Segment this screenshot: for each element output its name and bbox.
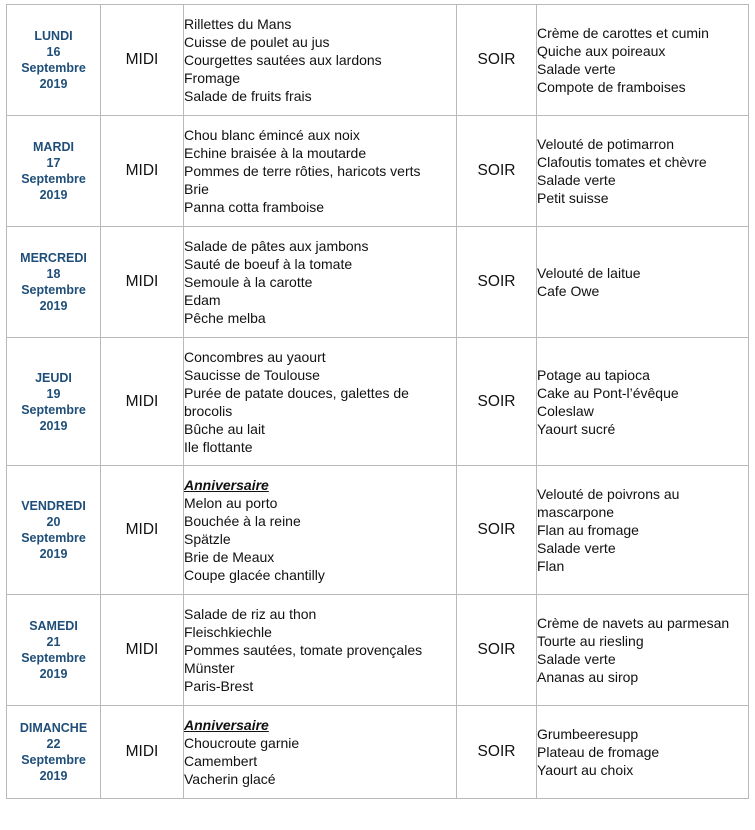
- lunch-label: MIDI: [101, 706, 184, 799]
- dish-item: Yaourt au choix: [537, 762, 634, 778]
- day-cell: [7, 595, 101, 706]
- day-number: 16: [46, 45, 61, 59]
- dish-item: Salade de pâtes aux jambons: [184, 238, 369, 254]
- dinner-dishes: [537, 116, 749, 227]
- day-month: Septembre: [21, 651, 86, 665]
- day-row: [7, 116, 749, 227]
- dish-item: Fromage: [184, 70, 241, 86]
- day-name: VENDREDI: [21, 499, 86, 513]
- lunch-dishes: [184, 338, 457, 466]
- dish-item: Courgettes sautées aux lardons: [184, 52, 382, 68]
- day-row: [7, 706, 749, 799]
- dish-item: Quiche aux poireaux: [537, 43, 666, 59]
- dish-item: Paris-Brest: [184, 678, 254, 694]
- day-number: 20: [46, 515, 61, 529]
- lunch-label: MIDI: [101, 338, 184, 466]
- dish-item: Plateau de fromage: [537, 744, 660, 760]
- day-month: Septembre: [21, 531, 86, 545]
- lunch-label: MIDI: [101, 116, 184, 227]
- dinner-dishes: [537, 595, 749, 706]
- dinner-dishes: [537, 5, 749, 116]
- day-cell: [7, 466, 101, 595]
- dish-item: Flan au fromage: [537, 522, 639, 538]
- dish-item: Cuisse de poulet au jus: [184, 34, 330, 50]
- dish-item: Saucisse de Toulouse: [184, 366, 320, 383]
- dish-item: Velouté de potimarron: [537, 136, 674, 152]
- dish-item: Salade verte: [537, 651, 616, 667]
- day-name: SAMEDI: [29, 619, 78, 633]
- dish-item: Camembert: [184, 753, 258, 769]
- dinner-label: SOIR: [457, 5, 537, 116]
- lunch-dishes: [184, 5, 457, 116]
- dish-item: Salade verte: [537, 61, 616, 77]
- dish-item: Clafoutis tomates et chèvre: [537, 154, 707, 170]
- day-year: 2019: [39, 769, 68, 783]
- dinner-label: SOIR: [457, 227, 537, 338]
- dinner-dishes: [537, 338, 749, 466]
- dish-item: Cafe Owe: [537, 283, 600, 299]
- anniversary-label: Anniversaire: [184, 477, 269, 493]
- day-number: 22: [46, 737, 61, 751]
- dish-item: Salade verte: [537, 172, 616, 188]
- weekly-menu-table: [6, 4, 749, 799]
- day-row: [7, 466, 749, 595]
- dinner-label: SOIR: [457, 466, 537, 595]
- dish-item: Concombres au yaourt: [184, 348, 326, 365]
- dish-item: Coupe glacée chantilly: [184, 567, 325, 583]
- dish-item: Sauté de boeuf à la tomate: [184, 256, 353, 272]
- day-month: Septembre: [21, 61, 86, 75]
- day-month: Septembre: [21, 753, 86, 767]
- dish-item: Bouchée à la reine: [184, 513, 301, 529]
- dish-item: Semoule à la carotte: [184, 274, 313, 290]
- dish-item: Salade de fruits frais: [184, 88, 312, 104]
- day-name: MARDI: [33, 140, 74, 154]
- day-row: [7, 227, 749, 338]
- dish-item: Cake au Pont-l’évêque: [537, 384, 679, 401]
- dish-item: Tourte au riesling: [537, 633, 644, 649]
- lunch-dishes: [184, 595, 457, 706]
- dish-item: Fleischkiechle: [184, 624, 272, 640]
- dish-item: Chou blanc émincé aux noix: [184, 127, 360, 143]
- day-cell: [7, 227, 101, 338]
- dinner-label: SOIR: [457, 338, 537, 466]
- anniversary-label: Anniversaire: [184, 717, 269, 733]
- day-name: LUNDI: [34, 29, 73, 43]
- dinner-label: SOIR: [457, 595, 537, 706]
- dish-item: Yaourt sucré: [537, 420, 616, 437]
- dish-item: Brie: [184, 181, 209, 197]
- dish-item: Panna cotta framboise: [184, 199, 325, 215]
- dish-item: Ile flottante: [184, 438, 253, 455]
- dish-item: Compote de framboises: [537, 79, 686, 95]
- dish-item: Velouté de laitue: [537, 265, 641, 281]
- lunch-label: MIDI: [101, 466, 184, 595]
- day-year: 2019: [39, 418, 68, 433]
- dinner-label: SOIR: [457, 116, 537, 227]
- day-year: 2019: [39, 188, 68, 202]
- dish-item: Salade verte: [537, 540, 616, 556]
- dish-item: Salade de riz au thon: [184, 606, 317, 622]
- dinner-dishes: [537, 466, 749, 595]
- day-name: JEUDI: [35, 370, 72, 385]
- day-year: 2019: [39, 547, 68, 561]
- lunch-label: MIDI: [101, 595, 184, 706]
- day-cell: [7, 706, 101, 799]
- dish-item: Rillettes du Mans: [184, 16, 292, 32]
- day-month: Septembre: [21, 283, 86, 297]
- dish-item: Pommes sautées, tomate provençales: [184, 642, 423, 658]
- dish-item: Petit suisse: [537, 190, 609, 206]
- dish-item: Melon au porto: [184, 495, 278, 511]
- dish-item: Spätzle: [184, 531, 231, 547]
- dinner-dishes: [537, 227, 749, 338]
- day-name: DIMANCHE: [19, 721, 88, 735]
- dish-item: Münster: [184, 660, 235, 676]
- day-cell: [7, 5, 101, 116]
- dinner-label: SOIR: [457, 706, 537, 799]
- lunch-dishes: [184, 706, 457, 799]
- day-year: 2019: [39, 667, 68, 681]
- day-cell: [7, 116, 101, 227]
- dish-item: Edam: [184, 292, 221, 308]
- dish-item: Choucroute garnie: [184, 735, 300, 751]
- day-month: Septembre: [21, 172, 86, 186]
- menu-body: [7, 5, 749, 799]
- day-month: Septembre: [21, 402, 86, 417]
- day-row: [7, 595, 749, 706]
- dish-item: Purée de patate douces, galettes de brocolis: [184, 384, 409, 419]
- dish-item: Crème de carottes et cumin: [537, 25, 709, 41]
- dish-item: Pêche melba: [184, 310, 266, 326]
- day-number: 17: [46, 156, 61, 170]
- day-row: [7, 338, 749, 466]
- dish-item: Crème de navets au parmesan: [537, 615, 730, 631]
- day-number: 21: [46, 635, 61, 649]
- dish-item: Echine braisée à la moutarde: [184, 145, 367, 161]
- dish-item: Velouté de poivrons au mascarpone: [537, 486, 680, 520]
- dinner-dishes: [537, 706, 749, 799]
- day-number: 18: [46, 267, 61, 281]
- lunch-dishes: [184, 116, 457, 227]
- lunch-dishes: [184, 227, 457, 338]
- dish-item: Brie de Meaux: [184, 549, 275, 565]
- lunch-label: MIDI: [101, 5, 184, 116]
- dish-item: Ananas au sirop: [537, 669, 639, 685]
- day-number: 19: [46, 386, 61, 401]
- dish-item: Vacherin glacé: [184, 771, 276, 787]
- dish-item: Bûche au lait: [184, 420, 265, 437]
- day-cell: [7, 338, 101, 466]
- day-row: [7, 5, 749, 116]
- day-year: 2019: [39, 77, 68, 91]
- lunch-dishes: [184, 466, 457, 595]
- lunch-label: MIDI: [101, 227, 184, 338]
- day-name: MERCREDI: [20, 251, 87, 265]
- dish-item: Pommes de terre rôties, haricots verts: [184, 163, 421, 179]
- dish-item: Grumbeeresupp: [537, 726, 639, 742]
- dish-item: Potage au tapioca: [537, 366, 650, 383]
- dish-item: Coleslaw: [537, 402, 594, 419]
- dish-item: Flan: [537, 558, 565, 574]
- day-year: 2019: [39, 299, 68, 313]
